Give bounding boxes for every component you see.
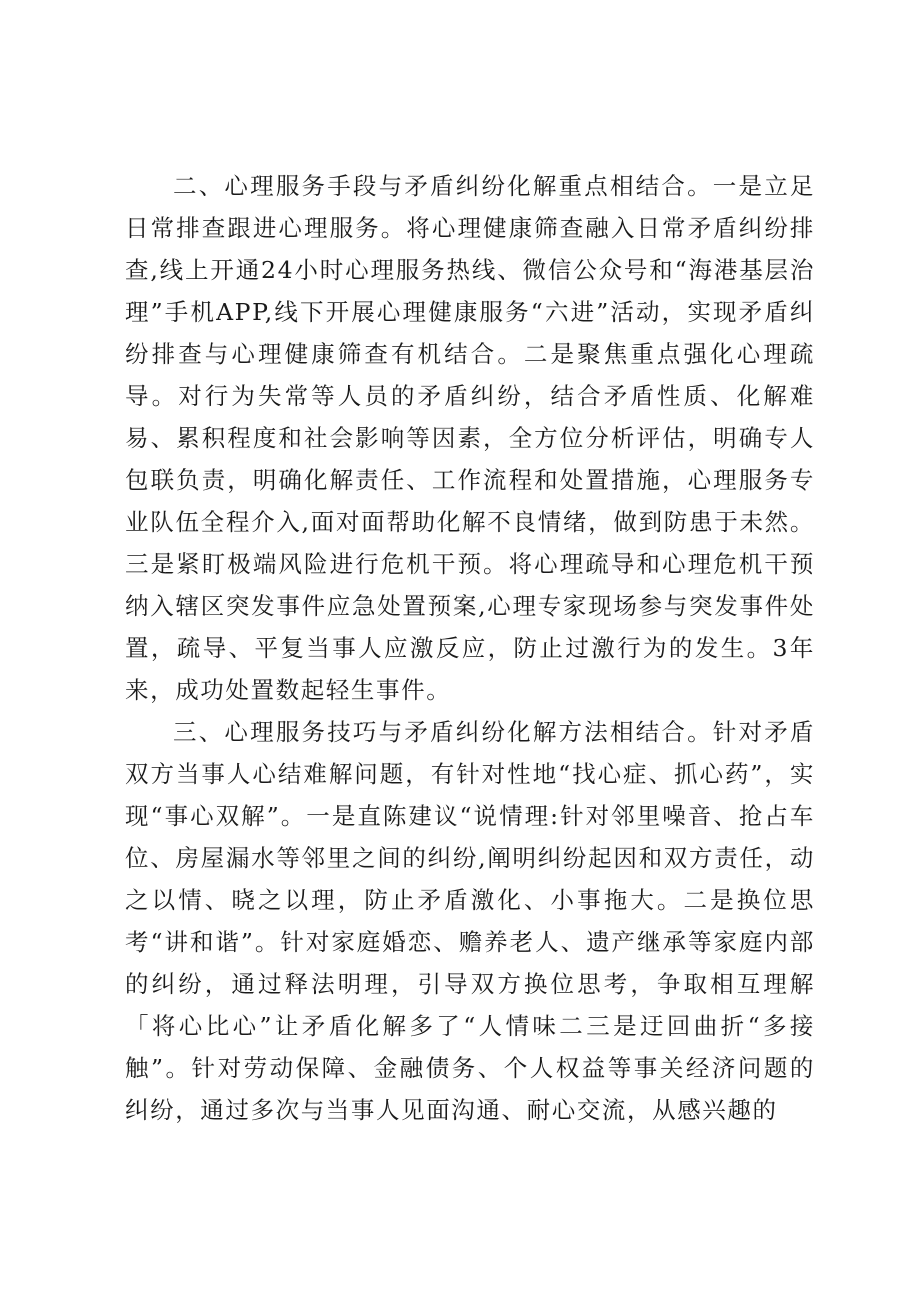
- paragraph-psychological-service-focus: 二、心理服务手段与矛盾纠纷化解重点相结合。一是立足日常排查跟进心理服务。将心理健康筛查融入日常矛盾纠纷排查,线上开通24小时心理服务热线、微信公众号和“海港基层治理”手机APP,线下开展心理健康服务“六进”活动，实现矛盾纠纷排查与心理健康筛查有机结合。二是聚焦重点强化心理疏导。对行为失常等人员的矛盾纠纷，结合矛盾性质、化解难易、累积程度和社会影响等因素，全方位分析评估，明确专人包联负责，明确化解责任、工作流程和处置措施，心理服务专业队伍全程介入,面对面帮助化解不良情绪，做到防患于未然。三是紧盯极端风险进行危机干预。将心理疏导和心理危机干预纳入辖区突发事件应急处置预案,心理专家现场参与突发事件处置，疏导、平复当事人应激反应，防止过激行为的发生。3年来，成功处置数起轻生事件。: [125, 172, 815, 704]
- document-body: [125, 165, 815, 1131]
- paragraph-psychological-service-techniques: 三、心理服务技巧与矛盾纠纷化解方法相结合。针对矛盾双方当事人心结难解问题，有针对性地“找心症、抓心药”，实现“事心双解”。一是直陈建议“说情理:针对邻里噪音、抢占车位、房屋漏水等邻里之间的纠纷,阐明纠纷起因和双方责任，动之以情、晓之以理，防止矛盾激化、小事拖大。二是换位思考“讲和谐”。针对家庭婚恋、赡养老人、遗产继承等家庭内部的纠纷，通过释法明理，引导双方换位思考，争取相互理解「将心比心”让矛盾化解多了“人情味二三是迂回曲折“多接触”。针对劳动保障、金融债务、个人权益等事关经济问题的纠纷，通过多次与当事人见面沟通、耐心交流，从感兴趣的: [125, 718, 815, 1124]
